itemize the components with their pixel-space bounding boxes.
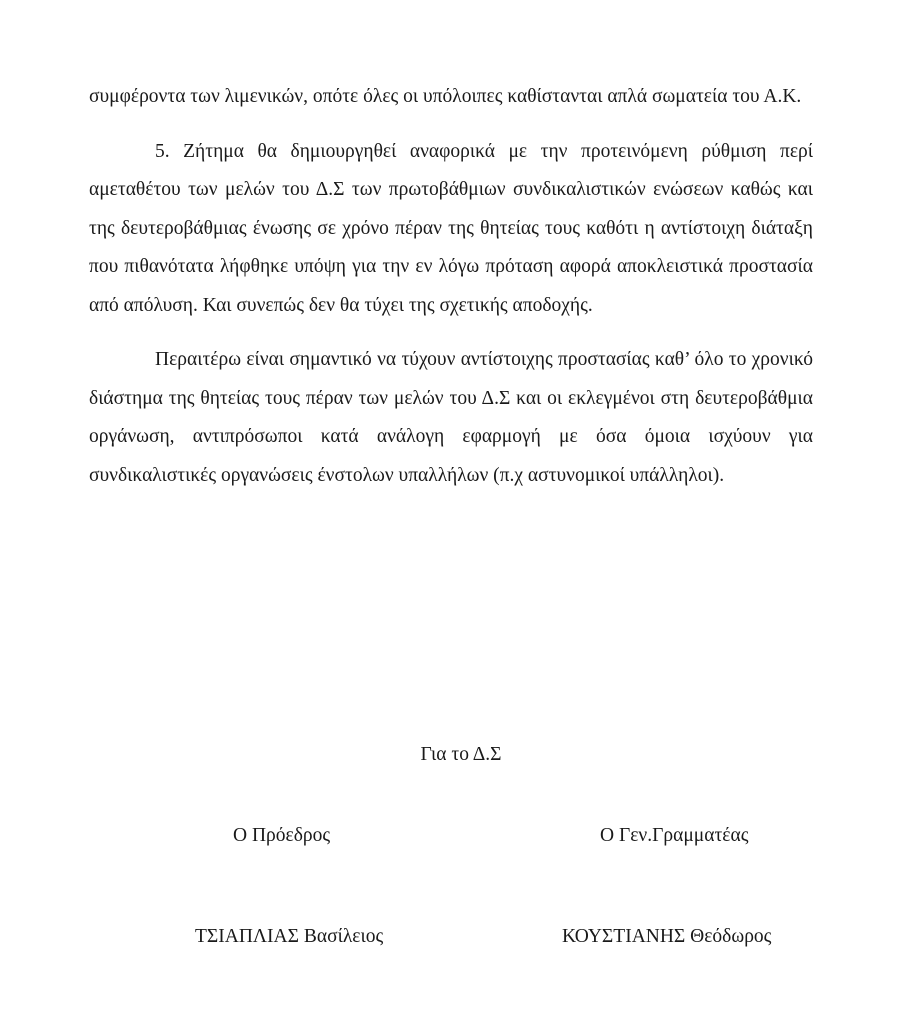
secretary-title: Ο Γεν.Γραμματέας <box>600 825 749 846</box>
paragraph-gap <box>89 325 813 341</box>
secretary-name: ΚΟΥΣΤΙΑΝΗΣ Θεόδωρος <box>562 926 772 947</box>
document-body <box>89 78 813 495</box>
president-name: ΤΣΙΑΠΛΙΑΣ Βασίλειος <box>195 926 384 947</box>
on-behalf-of-board: Για το Δ.Σ <box>420 744 502 765</box>
paragraph-point-5: 5. Ζήτημα θα δημιουργηθεί αναφορικά με την προτεινόμενη ρύθμιση περί αμεταθέτου των μελών του Δ.Σ των πρωτοβάθμιων συνδικαλιστικών ενώσεων καθώς και της δευτεροβάθμιας ένωσης σε χρόνο πέραν της θητείας τους καθότι η αντίστοιχη διάταξη που πιθανότατα λήφθηκε υπόψη για την εν λόγω πρόταση αφορά αποκλειστικά προστασία από απόλυση. Και συνεπώς δεν θα τύχει της σχετικής αποδοχής. <box>89 140 813 316</box>
paragraph-further: Περαιτέρω είναι σημαντικό να τύχουν αντίστοιχης προστασίας καθ’ όλο το χρονικό διάστημα της θητείας τους πέραν των μελών του Δ.Σ και οι εκλεγμένοι στη δευτεροβάθμια οργάνωση, αντιπρόσωποι κατά ανάλογη εφαρμογή με όσα όμοια ισχύουν για συνδικαλιστικές οργανώσεις ένστολων υπαλλήλων (π.χ αστυνομικοί υπάλληλοι). <box>89 349 813 486</box>
president-title: Ο Πρόεδρος <box>233 825 331 846</box>
paragraph-continuation: συμφέροντα των λιμενικών, οπότε όλες οι υπόλοιπες καθίστανται απλά σωματεία του Α.Κ. <box>89 86 802 107</box>
paragraph-gap <box>89 117 813 133</box>
